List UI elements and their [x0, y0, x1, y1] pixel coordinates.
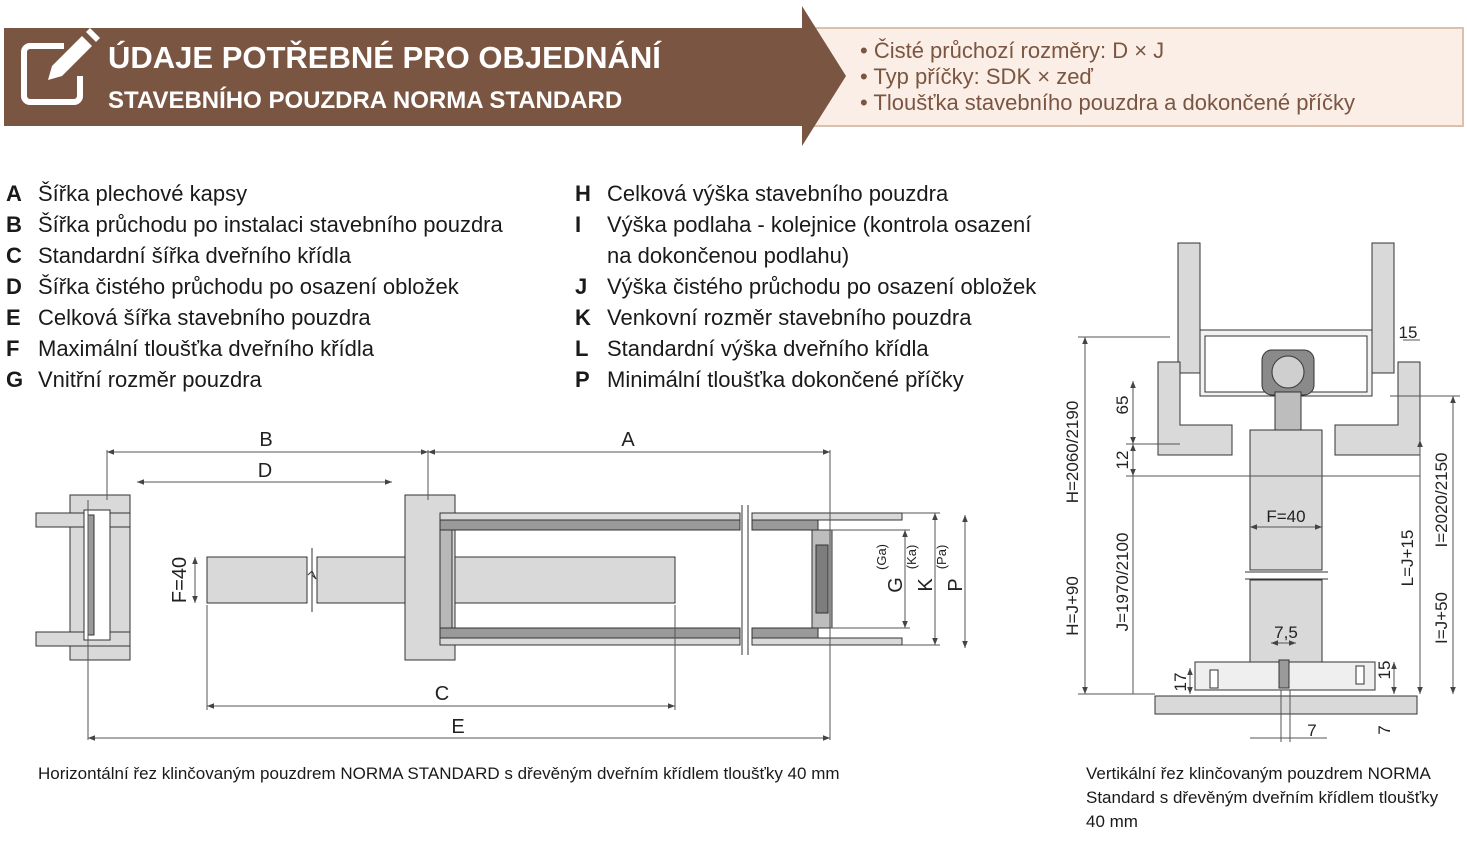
dim-label-k-sup: (Ka): [904, 544, 919, 570]
dim-label-i-j: I=J+50: [1432, 592, 1451, 644]
roller-carriage: [1262, 350, 1314, 430]
page-title: ÚDAJE POTŘEBNÉ PRO OBJEDNÁNÍ: [108, 40, 661, 75]
dim-label-p: P: [945, 578, 967, 592]
door-leaf-vertical: [1250, 430, 1322, 690]
vertical-section-diagram: [1050, 238, 1462, 748]
dim-label-j: J=1970/2100: [1113, 532, 1132, 632]
dim-label-12: 12: [1113, 450, 1132, 470]
dim-label-l: L=J+15: [1398, 529, 1417, 587]
dim-label-f-vertical: F=40: [1266, 507, 1306, 526]
dim-label-7-bottom: 7: [1307, 721, 1317, 740]
caption-vertical: Vertikální řez klinčovaným pouzdrem NORMA Standard s dřevěným dveřním křídlem tloušťky 40 mm: [1086, 764, 1439, 831]
dim-label-h-total: H=2060/2190: [1063, 400, 1082, 504]
dim-label-15-bottom: 15: [1375, 660, 1394, 680]
dim-label-7-5: 7,5: [1274, 623, 1298, 642]
dim-label-h-j: H=J+90: [1063, 576, 1082, 636]
dim-label-e: E: [451, 716, 465, 738]
requirement-1: • Čisté průchozí rozměry: D × J: [860, 38, 1165, 63]
dim-label-15-top: 15: [1398, 323, 1418, 342]
dim-label-b: B: [259, 429, 273, 451]
pocket-sheet-bottom: [440, 628, 902, 645]
pocket-end: [812, 530, 832, 628]
dim-label-d: D: [257, 460, 273, 482]
dim-label-7-right: 7: [1375, 725, 1394, 735]
requirement-2: • Typ příčky: SDK × zeď: [860, 64, 1093, 89]
left-jamb: [36, 495, 130, 660]
caption-horizontal: Horizontální řez klinčovaným pouzdrem NORMA STANDARD s dřevěným dveřním křídlem tloušťky 40 mm: [38, 764, 840, 783]
dim-label-p-sup: (Pa): [934, 544, 949, 570]
dim-label-17: 17: [1171, 672, 1190, 692]
pocket-sheet-top: [440, 513, 902, 530]
dim-label-a: A: [621, 429, 635, 451]
title-arrow: [4, 6, 846, 146]
dim-label-k: K: [915, 578, 937, 592]
wall-stud-right: [1372, 243, 1394, 373]
dim-label-i-total: I=2020/2150: [1432, 452, 1451, 548]
dim-label-g: G: [885, 577, 907, 593]
dim-label-g-sup: (Ga): [874, 544, 889, 570]
page-subtitle: STAVEBNÍHO POUZDRA NORMA STANDARD: [108, 87, 623, 114]
horizontal-section-diagram: [0, 420, 1000, 750]
dim-label-c: C: [434, 683, 450, 705]
door-break: [1245, 572, 1328, 579]
dim-label-65: 65: [1113, 395, 1132, 415]
dim-label-f: F=40: [169, 556, 191, 604]
wall-stud-left: [1178, 243, 1200, 373]
requirement-3: • Tloušťka stavebního pouzdra a dokončené příčky: [860, 90, 1355, 115]
